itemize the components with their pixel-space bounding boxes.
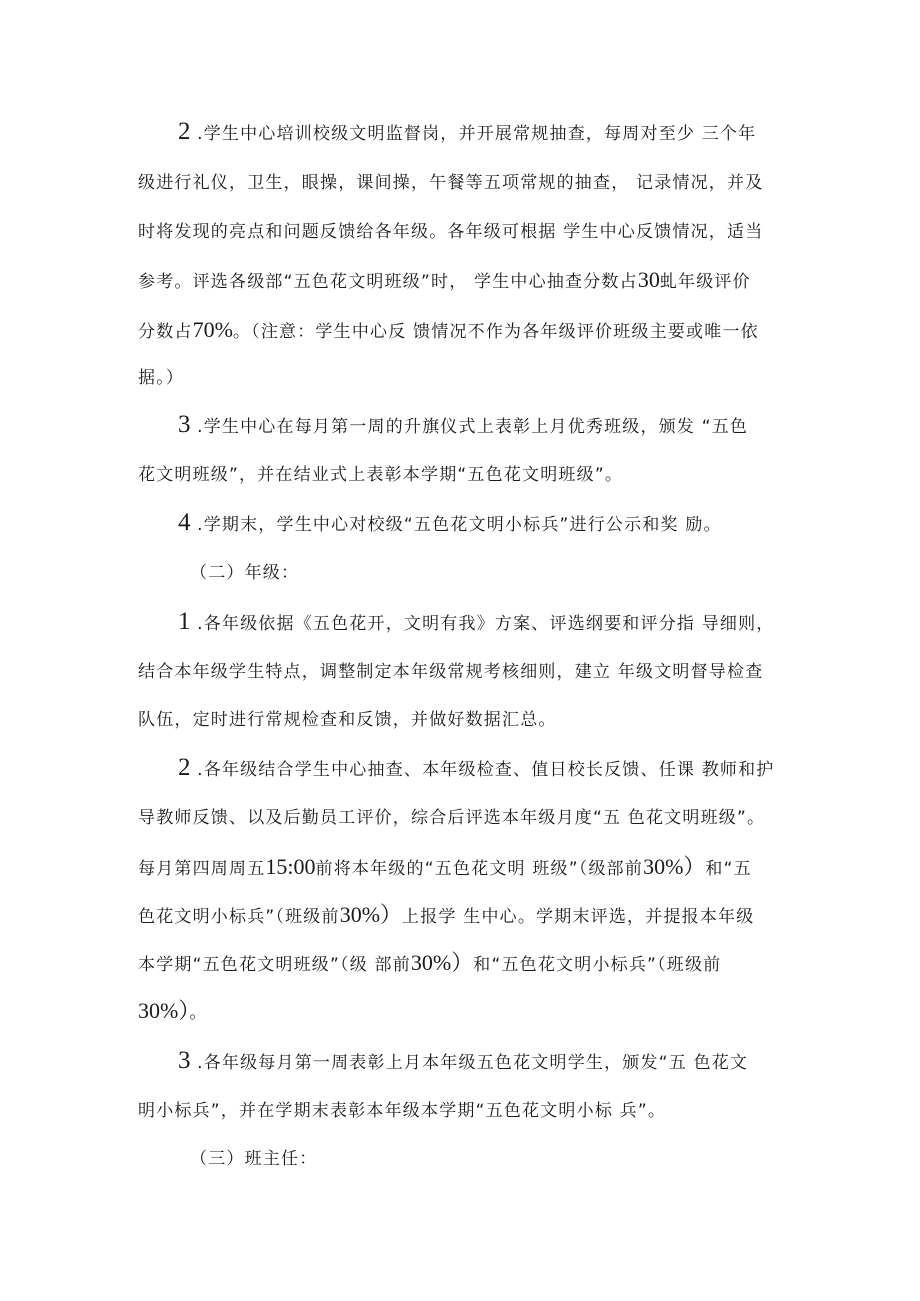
text: 。 — [189, 1003, 208, 1023]
number: 70% — [192, 317, 233, 342]
item-number: 3 — [178, 1047, 191, 1074]
section-heading-class-teacher: （三）班主任： — [190, 1149, 318, 1169]
text: 。（注意：学生中心反 馈情况不作为各年级评价班级主要或唯一依 — [232, 322, 759, 342]
item-number: 3 — [178, 411, 191, 438]
grade-paragraph-2-line-6 — [138, 999, 208, 1025]
section-heading-grade: （二）年级： — [190, 563, 300, 583]
text: .各年级结合学生中心抽查、本年级检查、值日校长反馈、任课 教师和护 — [190, 760, 775, 780]
text: .各年级依据《五色花开，文明有我》方案、评选纲要和评分指 导细则， — [190, 614, 775, 634]
percent: 30%） — [138, 998, 190, 1023]
text: 上报学 生中心。学期末评选，并提报本年级 — [402, 907, 755, 927]
paragraph-4-line-1 — [178, 511, 722, 537]
text: 色花文明小标兵”（班级前 — [138, 907, 340, 927]
grade-paragraph-1-line-3: 队伍，定时进行常规检查和反馈，并做好数据汇总。 — [138, 710, 557, 730]
paragraph-3-line-1 — [178, 413, 748, 439]
paragraph-3-line-2: 花文明班级”，并在结业式上表彰本学期“五色花文明班级”。 — [138, 465, 624, 485]
grade-paragraph-2-line-5 — [138, 951, 721, 977]
text: 和“五色花文明小标兵”（班级前 — [473, 955, 722, 975]
text: 前将本年级的“五色花文明 班级”（级部前 — [315, 859, 644, 879]
grade-paragraph-1-line-1 — [178, 610, 775, 636]
item-number: 2 — [178, 118, 191, 145]
item-number: 4 — [178, 509, 191, 536]
percent: 30%） — [410, 950, 474, 975]
text: .学生中心培训校级文明监督岗，并开展常规抽查，每周对至少 三个年 — [190, 124, 757, 144]
grade-paragraph-1-line-2: 结合本年级学生特点，调整制定本年级常规考核细则，建立 年级文明督导检查 — [138, 662, 764, 682]
grade-paragraph-2-line-4 — [138, 903, 754, 929]
paragraph-2-line-6: 据。） — [138, 368, 185, 388]
time: 15:00 — [265, 854, 316, 879]
paragraph-2-line-4 — [138, 268, 751, 294]
paragraph-2-line-3: 时将发现的亮点和问题反馈给各年级。各年级可根据 学生中心反馈情况，适当 — [138, 222, 764, 242]
percent: 30%） — [339, 902, 403, 927]
text: .学生中心在每月第一周的升旗仪式上表彰上月优秀班级，颁发 “五色 — [190, 417, 749, 437]
text: 虬年级评价 — [659, 272, 751, 292]
grade-paragraph-2-line-2: 导教师反馈、以及后勤员工评价，综合后评选本年级月度“五 色花文明班级”。 — [138, 808, 766, 828]
text: 分数占 — [138, 322, 193, 342]
paragraph-2-line-1 — [178, 120, 756, 146]
text: 本学期“五色花文明班级”（级 部前 — [138, 955, 411, 975]
text: 每月第四周周五 — [138, 859, 266, 879]
paragraph-2-line-5 — [138, 318, 759, 344]
number: 30 — [637, 267, 660, 292]
item-number: 1 — [178, 608, 191, 635]
text: 和“五 — [705, 859, 752, 879]
paragraph-2-line-2: 级进行礼仪，卫生，眼操，课间操，午餐等五项常规的抽查， 记录情况，并及 — [138, 173, 764, 193]
grade-paragraph-2-line-3 — [138, 855, 752, 881]
text: 参考。评选各级部“五色花文明班级”时， 学生中心抽查分数占 — [138, 272, 638, 292]
item-number: 2 — [178, 754, 191, 781]
grade-paragraph-2-line-1 — [178, 756, 775, 782]
grade-paragraph-3-line-2: 明小标兵”，并在学期末表彰本年级本学期“五色花文明小标 兵”。 — [138, 1101, 667, 1121]
grade-paragraph-3-line-1 — [178, 1049, 748, 1075]
text: .各年级每月第一周表彰上月本年级五色花文明学生，颁发“五 色花文 — [190, 1053, 749, 1073]
percent: 30%） — [643, 854, 706, 879]
text: .学期末，学生中心对校级“五色花文明小标兵”进行公示和奖 励。 — [190, 515, 722, 535]
